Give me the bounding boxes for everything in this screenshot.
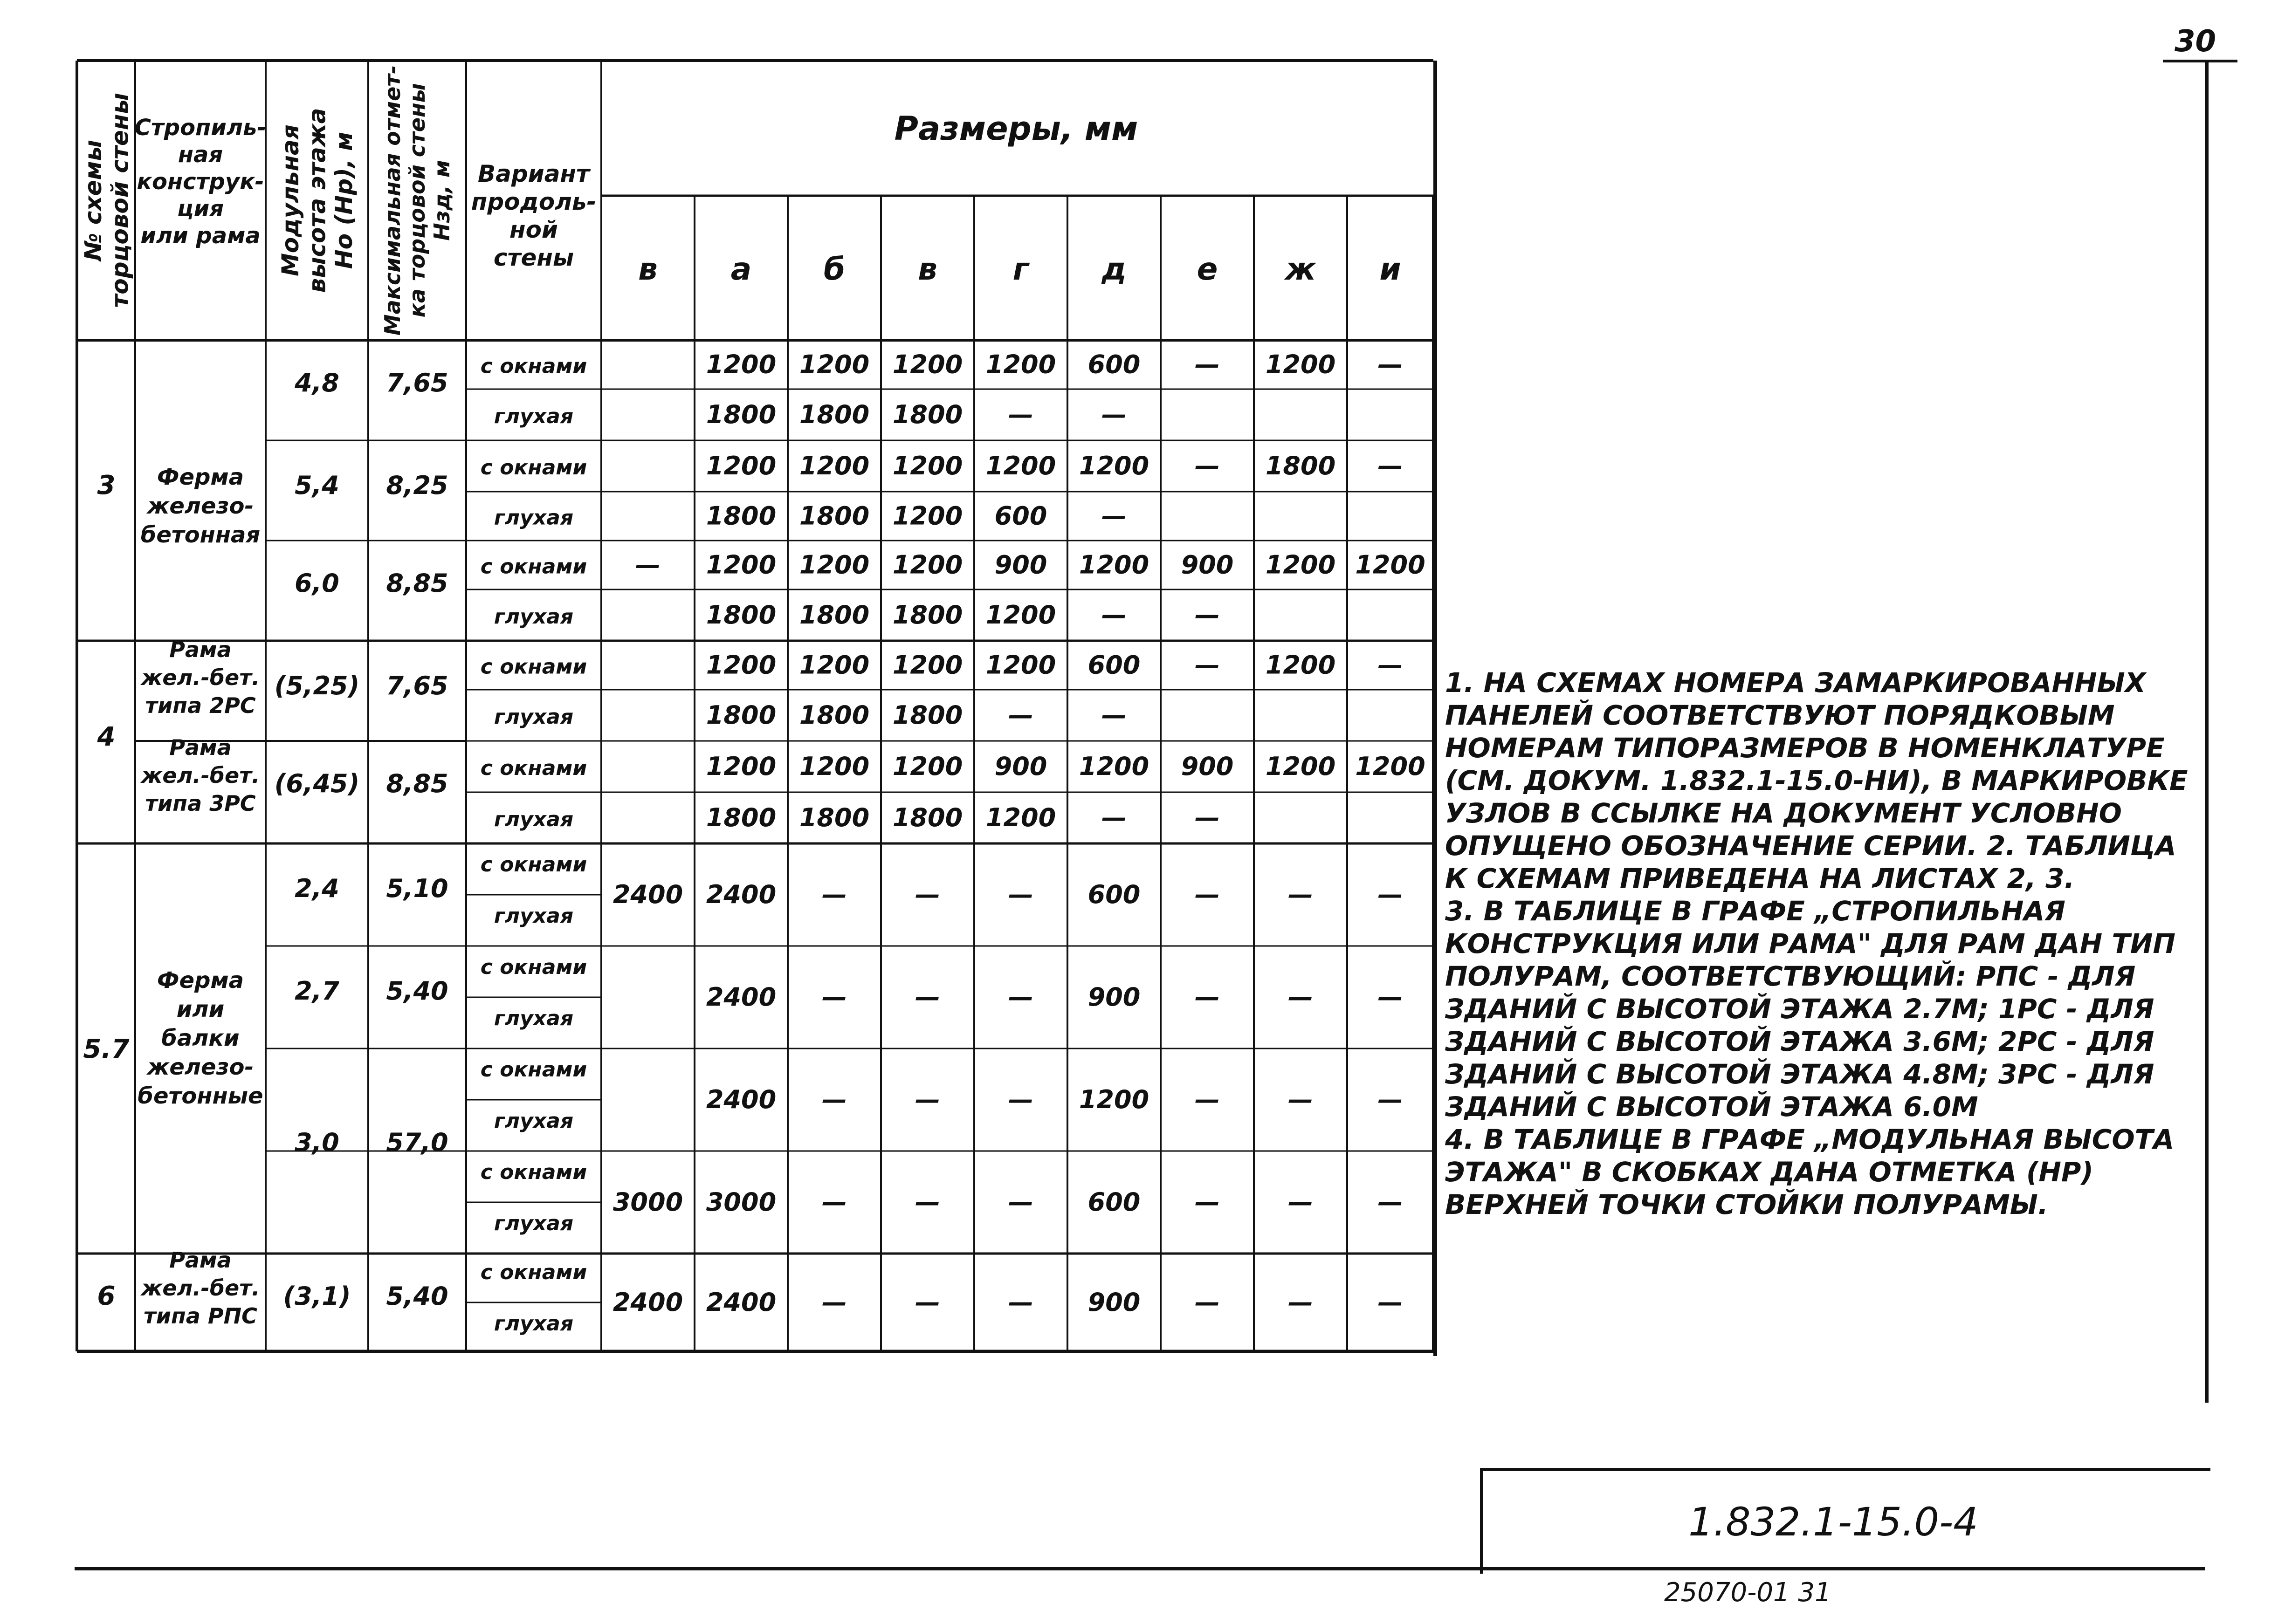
document-code: 1.832.1-15.0-4 xyxy=(1688,1499,1978,1545)
scheme-number: 3 xyxy=(97,470,116,500)
size-value: — xyxy=(915,1085,940,1114)
size-value: 1200 xyxy=(799,349,870,379)
head-size-и: и xyxy=(1379,251,1401,287)
frame-label: типа РПС xyxy=(144,1303,257,1329)
variant-label: с окнами xyxy=(480,1058,587,1082)
frame-label: типа 3РС xyxy=(145,791,256,816)
frame-label: Рама xyxy=(169,1247,232,1273)
module-height: (5,25) xyxy=(274,671,360,700)
size-value: — xyxy=(1008,400,1033,429)
size-value: 3000 xyxy=(706,1187,777,1217)
size-value: — xyxy=(822,880,847,909)
max-mark: 7,65 xyxy=(386,671,448,700)
size-value: — xyxy=(915,982,940,1012)
head-module-height-line: Но (Нр), м xyxy=(330,131,358,269)
head-size-г: г xyxy=(1012,251,1029,287)
head-max-mark-line: Нзд, м xyxy=(429,160,454,241)
size-value: 1800 xyxy=(892,803,963,832)
size-value: 1800 xyxy=(706,600,777,630)
size-value: 600 xyxy=(1087,880,1141,909)
size-value: 600 xyxy=(1087,650,1141,680)
head-size-в: в xyxy=(638,251,658,287)
variant-label: с окнами xyxy=(480,1160,587,1184)
size-value: 1200 xyxy=(1265,650,1336,680)
variant-label: с окнами xyxy=(480,354,587,378)
size-value: — xyxy=(1195,451,1220,480)
head-module-height-line: Модульная xyxy=(277,124,304,276)
size-value: 900 xyxy=(1087,1288,1141,1317)
size-value: 900 xyxy=(1181,550,1234,580)
size-value: — xyxy=(1101,803,1127,832)
size-value: 1200 xyxy=(1079,1085,1149,1114)
size-value: 1200 xyxy=(799,451,870,480)
size-value: 1200 xyxy=(985,600,1056,630)
size-value: — xyxy=(1377,982,1403,1012)
size-value: 1200 xyxy=(799,650,870,680)
size-value: 1200 xyxy=(892,752,963,781)
size-value: 1200 xyxy=(892,650,963,680)
size-value: 1200 xyxy=(1079,550,1149,580)
size-value: — xyxy=(1195,600,1220,630)
variant-label: глухая xyxy=(494,404,574,428)
size-value: — xyxy=(1101,600,1127,630)
structure-label: железо- xyxy=(147,1054,254,1080)
variant-label: глухая xyxy=(494,705,574,729)
head-structure: или рама xyxy=(140,223,261,249)
size-value: — xyxy=(1195,1187,1220,1217)
head-max-mark-line: ка торцовой стены xyxy=(405,83,430,318)
size-value: — xyxy=(1288,1187,1313,1217)
size-value: 1200 xyxy=(706,349,777,379)
size-value: 1200 xyxy=(706,650,777,680)
module-height: 2,7 xyxy=(295,976,339,1006)
size-value: 1200 xyxy=(985,451,1056,480)
frame-label: жел.-бет. xyxy=(141,665,260,690)
size-value: — xyxy=(1101,501,1127,531)
head-size-а: а xyxy=(730,251,752,287)
head-module-height xyxy=(277,108,358,293)
size-value: 1200 xyxy=(892,550,963,580)
size-value: 1200 xyxy=(799,550,870,580)
structure-label: железо- xyxy=(147,493,254,519)
size-value: — xyxy=(1101,400,1127,429)
size-value: 1200 xyxy=(706,550,777,580)
max-mark: 8,85 xyxy=(386,569,448,598)
max-mark: 8,25 xyxy=(386,471,448,500)
head-scheme-line: торцовой стены xyxy=(106,93,134,308)
size-value: 1200 xyxy=(985,650,1056,680)
bottom-border-line xyxy=(75,1567,2205,1570)
max-mark: 5,40 xyxy=(386,1281,448,1311)
size-value: 2400 xyxy=(613,880,683,909)
size-value: 1800 xyxy=(706,400,777,429)
head-size-б: б xyxy=(823,251,846,287)
note-1: 1. НА СХЕМАХ НОМЕРА ЗАМАРКИРОВАННЫХ ПАНЕЛЕЙ СООТВЕТСТВУЮТ ПОРЯДКОВЫМ НОМЕРАМ ТИПОРАЗМЕРОВ В НОМЕНКЛАТУРЕ (СМ. ДОКУМ. 1.832.1-15.0-НИ), В МАРКИРОВКЕ УЗЛОВ В ССЫЛКЕ НА ДОКУМЕНТ УСЛОВНО ОПУЩЕНО ОБОЗНАЧЕНИЕ СЕРИИ. 2. ТАБЛИЦА К СХЕМАМ ПРИВЕДЕНА НА ЛИСТАХ 2, 3. xyxy=(1445,667,2188,894)
structure-label: бетонная xyxy=(140,522,261,548)
variant-label: с окнами xyxy=(480,853,587,877)
max-mark: 5,40 xyxy=(386,976,448,1006)
size-value: 1200 xyxy=(985,349,1056,379)
size-value: — xyxy=(1288,1085,1313,1114)
size-value: — xyxy=(915,1288,940,1317)
scheme-number: 4 xyxy=(97,722,116,752)
scheme-number: 6 xyxy=(97,1281,116,1311)
size-value: 3000 xyxy=(613,1187,683,1217)
size-value: 900 xyxy=(1181,752,1234,781)
size-value: — xyxy=(1377,650,1403,680)
size-value: 1200 xyxy=(1265,349,1336,379)
size-value: 1800 xyxy=(706,700,777,730)
size-value: — xyxy=(1377,880,1403,909)
size-value: 1800 xyxy=(892,400,963,429)
size-value: — xyxy=(1195,803,1220,832)
frame-label: жел.-бет. xyxy=(141,763,260,788)
table-text xyxy=(80,65,1425,1336)
size-value: 1800 xyxy=(799,600,870,630)
size-value: — xyxy=(1195,349,1220,379)
size-value: 2400 xyxy=(613,1288,683,1317)
variant-label: с окнами xyxy=(480,655,587,679)
module-height: 3,0 xyxy=(295,1128,339,1157)
size-value: — xyxy=(1008,1187,1033,1217)
size-value: 1200 xyxy=(1079,752,1149,781)
size-value: 1200 xyxy=(1265,550,1336,580)
frame-label: жел.-бет. xyxy=(141,1275,260,1301)
size-value: 1800 xyxy=(799,400,870,429)
variant-label: глухая xyxy=(494,1109,574,1133)
size-value: — xyxy=(1288,1288,1313,1317)
head-variant: продоль- xyxy=(471,188,597,215)
head-size-в: в xyxy=(918,251,937,287)
size-value: 900 xyxy=(994,550,1047,580)
size-value: 600 xyxy=(1087,349,1141,379)
size-value: — xyxy=(1377,349,1403,379)
variant-label: с окнами xyxy=(480,955,587,979)
head-structure: конструк- xyxy=(137,169,264,195)
size-value: 1200 xyxy=(1355,752,1425,781)
size-value: 1800 xyxy=(706,803,777,832)
size-value: 1800 xyxy=(892,700,963,730)
size-value: 1200 xyxy=(892,501,963,531)
inventory-stamp: 25070-01 31 xyxy=(1664,1577,1831,1608)
module-height: (6,45) xyxy=(274,769,360,798)
variant-label: глухая xyxy=(494,1212,574,1235)
size-value: 600 xyxy=(1087,1187,1141,1217)
size-value: 2400 xyxy=(706,1085,777,1114)
size-value: 900 xyxy=(994,752,1047,781)
size-value: — xyxy=(1008,1085,1033,1114)
size-value: — xyxy=(1008,880,1033,909)
size-value: — xyxy=(1288,982,1313,1012)
size-value: — xyxy=(822,982,847,1012)
head-size-ж: ж xyxy=(1285,251,1316,287)
notes-block xyxy=(1445,666,2200,1221)
size-value: 900 xyxy=(1087,982,1141,1012)
module-height: (3,1) xyxy=(283,1281,351,1311)
size-value: 2400 xyxy=(706,1288,777,1317)
max-mark: 5,10 xyxy=(386,874,448,903)
size-value: — xyxy=(1195,982,1220,1012)
size-value: 1200 xyxy=(1355,550,1425,580)
structure-label: Ферма xyxy=(157,464,244,490)
frame-label: типа 2РС xyxy=(145,693,256,718)
size-value: — xyxy=(1377,1085,1403,1114)
size-value: 1800 xyxy=(706,501,777,531)
size-value: 1800 xyxy=(799,700,870,730)
head-max-mark-line: Максимальная отмет- xyxy=(380,65,406,336)
frame-label: Рама xyxy=(169,637,232,662)
size-value: 1200 xyxy=(1265,752,1336,781)
head-variant: ной xyxy=(509,216,558,243)
size-value: 1200 xyxy=(892,451,963,480)
size-value: — xyxy=(1195,1288,1220,1317)
variant-label: глухая xyxy=(494,506,574,530)
size-value: — xyxy=(1288,880,1313,909)
size-value: 2400 xyxy=(706,880,777,909)
size-value: — xyxy=(1195,650,1220,680)
size-value: — xyxy=(822,1187,847,1217)
size-value: 1200 xyxy=(985,803,1056,832)
structure-label: или xyxy=(176,996,225,1022)
module-height: 4,8 xyxy=(295,368,339,397)
structure-label: балки xyxy=(161,1025,240,1051)
variant-label: с окнами xyxy=(480,756,587,780)
head-scheme xyxy=(80,93,134,308)
module-height: 5,4 xyxy=(295,471,339,500)
size-value: 2400 xyxy=(706,982,777,1012)
head-sizes-title: Размеры, мм xyxy=(894,110,1138,148)
frame-label: Рама xyxy=(169,735,232,760)
variant-label: глухая xyxy=(494,605,574,629)
size-value: 1200 xyxy=(1079,451,1149,480)
size-value: 1800 xyxy=(892,600,963,630)
variant-label: глухая xyxy=(494,1007,574,1030)
structure-label: бетонные xyxy=(138,1083,263,1109)
size-value: — xyxy=(635,550,661,580)
variant-label: с окнами xyxy=(480,555,587,579)
head-structure: Стропиль- xyxy=(134,115,267,141)
size-value: — xyxy=(1195,880,1220,909)
size-value: — xyxy=(1377,1288,1403,1317)
size-value: 600 xyxy=(994,501,1047,531)
size-value: — xyxy=(1008,700,1033,730)
size-value: — xyxy=(1101,700,1127,730)
variant-label: глухая xyxy=(494,1312,574,1336)
note-3: 3. В ТАБЛИЦЕ В ГРАФЕ „СТРОПИЛЬНАЯ КОНСТРУКЦИЯ ИЛИ РАМА" ДЛЯ РАМ ДАН ТИП ПОЛУРАМ, СООТВЕТСТВУЮЩИЙ: РПС - ДЛЯ ЗДАНИЙ С ВЫСОТОЙ ЭТАЖА 2.7М; 1РС - ДЛЯ ЗДАНИЙ С ВЫСОТОЙ ЭТАЖА 3.6М; 2РС - ДЛЯ ЗДАНИЙ С ВЫСОТОЙ ЭТАЖА 4.8М; 3РС - ДЛЯ ЗДАНИЙ С ВЫСОТОЙ ЭТАЖА 6.0М xyxy=(1445,895,2175,1123)
module-height: 2,4 xyxy=(295,874,339,903)
variant-label: глухая xyxy=(494,808,574,831)
size-value: — xyxy=(822,1085,847,1114)
size-value: — xyxy=(915,1187,940,1217)
size-value: 1800 xyxy=(799,803,870,832)
max-mark: 7,65 xyxy=(386,368,448,397)
size-value: — xyxy=(915,880,940,909)
page-number: 30 xyxy=(2175,24,2216,59)
title-block xyxy=(1480,1468,2210,1574)
variant-label: с окнами xyxy=(480,456,587,480)
head-max-mark xyxy=(380,65,454,336)
head-module-height-line: высота этажа xyxy=(303,108,331,293)
head-structure: ция xyxy=(177,196,224,222)
size-value: 1200 xyxy=(892,349,963,379)
size-value: — xyxy=(1377,1187,1403,1217)
head-size-е: е xyxy=(1197,251,1218,287)
variant-label: глухая xyxy=(494,904,574,928)
max-mark: 57,0 xyxy=(386,1128,448,1157)
head-scheme-line: № схемы xyxy=(79,140,107,261)
variant-label: с окнами xyxy=(480,1261,587,1284)
note-4: 4. В ТАБЛИЦЕ В ГРАФЕ „МОДУЛЬНАЯ ВЫСОТА ЭТАЖА" В СКОБКАХ ДАНА ОТМЕТКА (НР) ВЕРХНЕЙ ТОЧКИ СТОЙКИ ПОЛУРАМЫ. xyxy=(1445,1124,2175,1220)
head-size-д: д xyxy=(1101,251,1127,287)
max-mark: 8,85 xyxy=(386,769,448,798)
size-value: — xyxy=(1195,1085,1220,1114)
size-value: — xyxy=(1377,451,1403,480)
size-value: 1800 xyxy=(799,501,870,531)
size-value: 1200 xyxy=(706,752,777,781)
size-value: — xyxy=(1008,1288,1033,1317)
head-variant: стены xyxy=(493,244,574,271)
size-value: 1200 xyxy=(799,752,870,781)
structure-label: Ферма xyxy=(157,967,244,994)
head-structure: ная xyxy=(178,142,223,168)
scheme-number: 5.7 xyxy=(83,1034,130,1064)
size-value: — xyxy=(1008,982,1033,1012)
size-value: — xyxy=(822,1288,847,1317)
size-value: 1800 xyxy=(1265,451,1336,480)
size-value: 1200 xyxy=(706,451,777,480)
head-variant: Вариант xyxy=(478,160,590,187)
module-height: 6,0 xyxy=(295,569,339,598)
